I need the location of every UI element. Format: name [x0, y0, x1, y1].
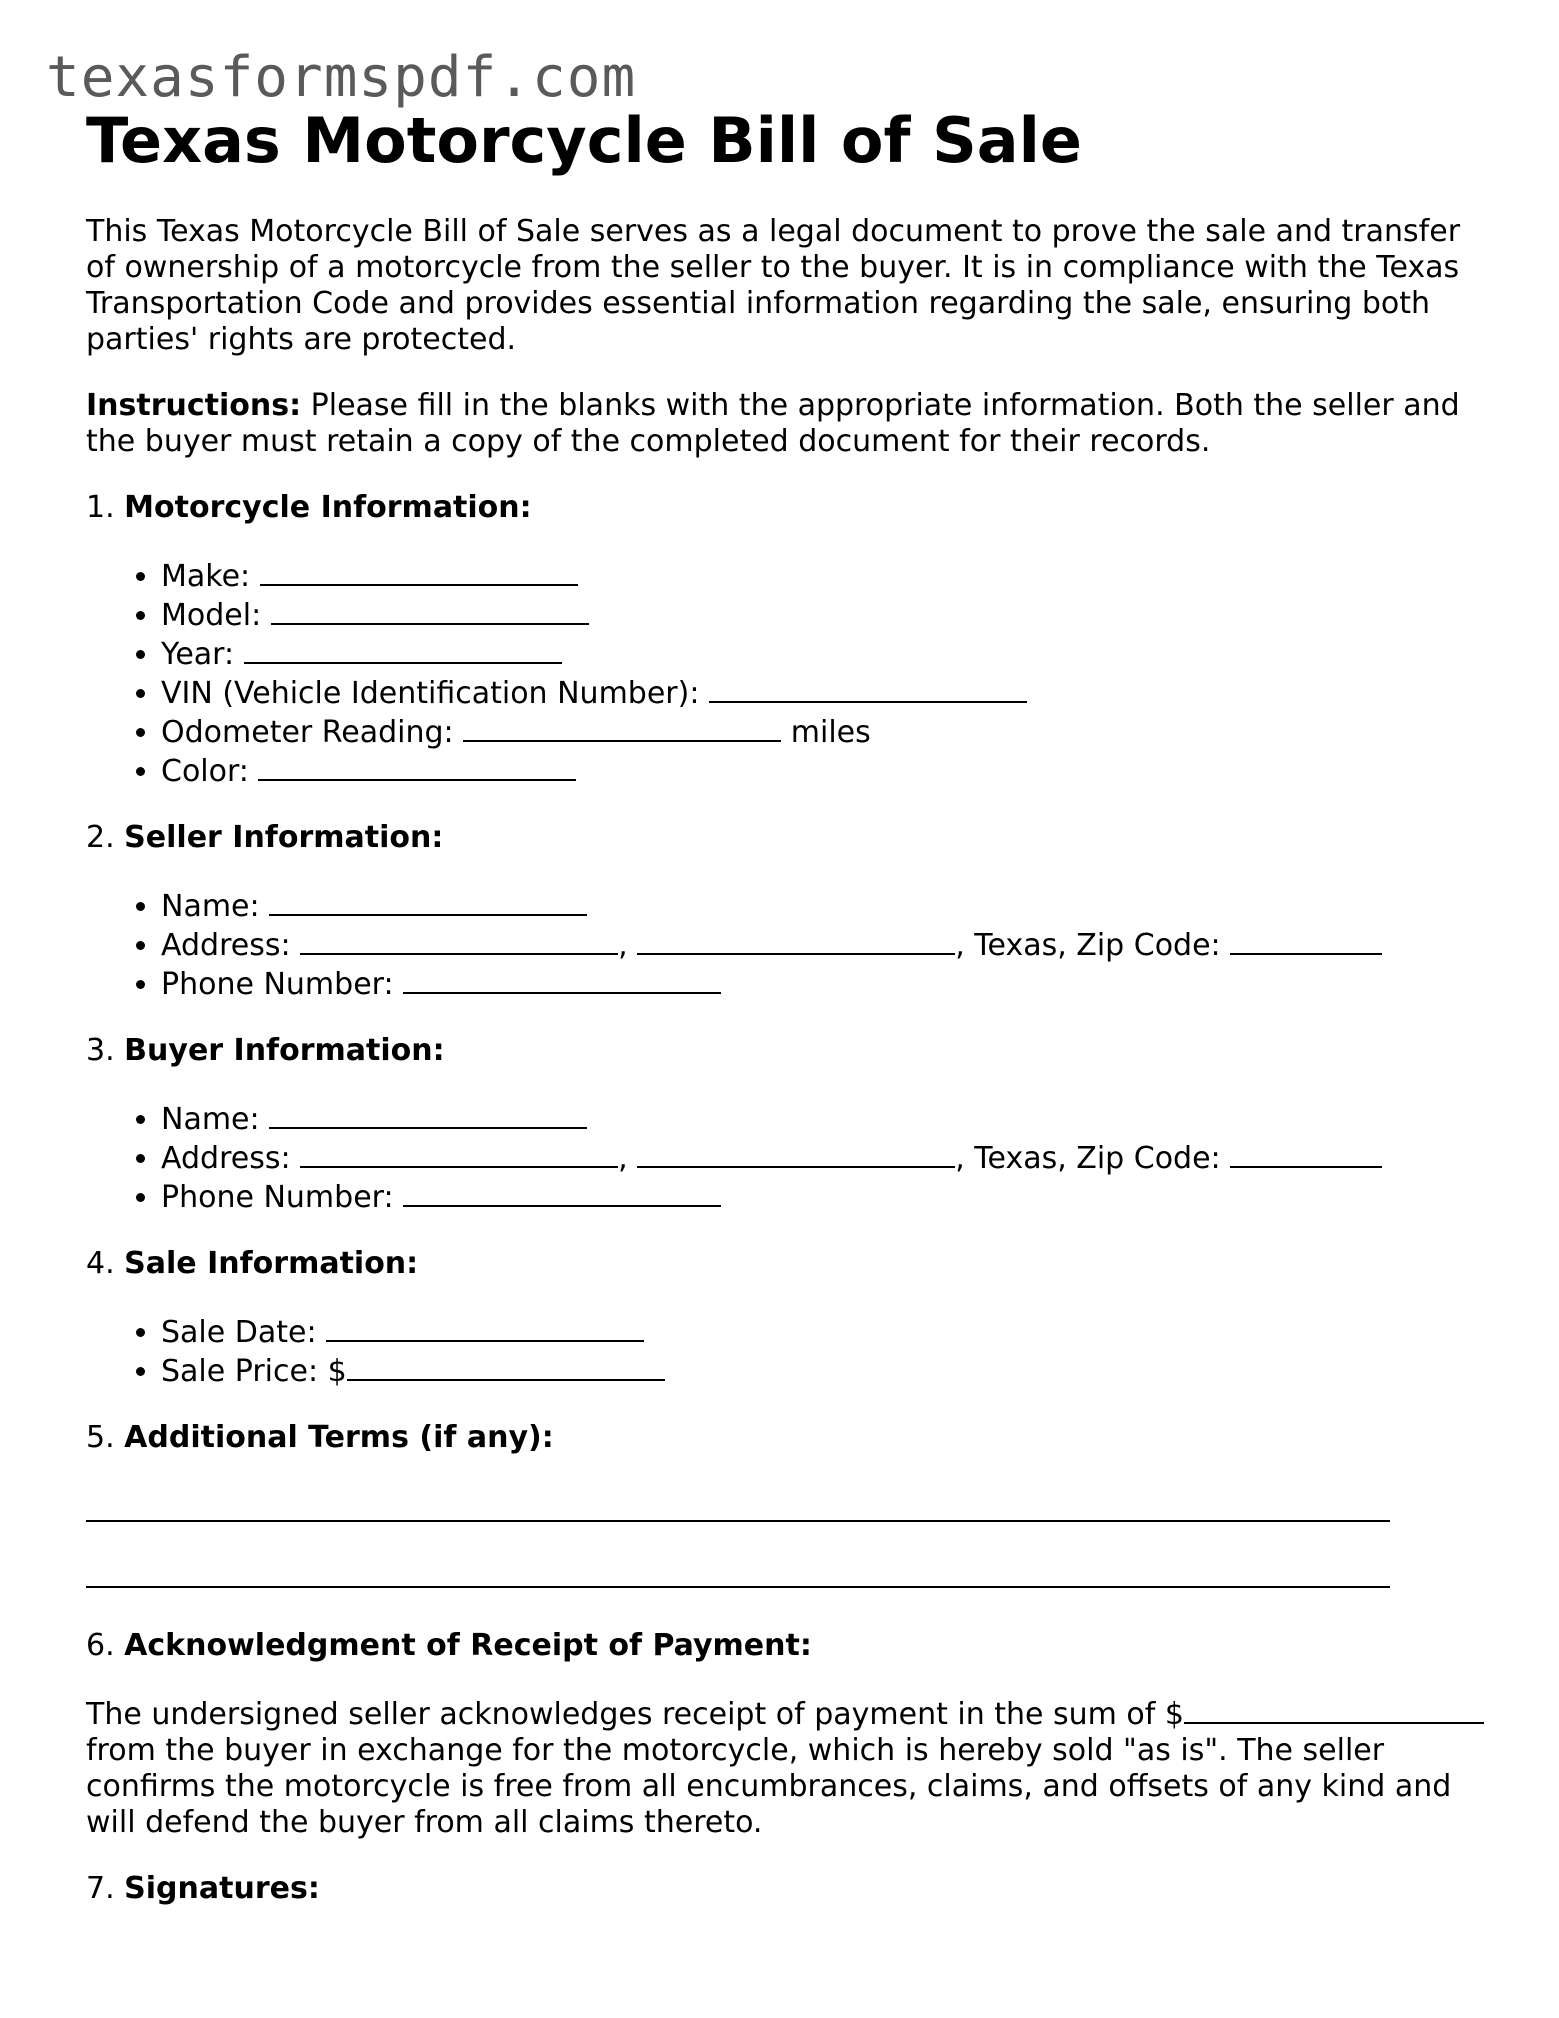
- model-field[interactable]: [271, 595, 589, 625]
- vin-field[interactable]: [709, 673, 1027, 703]
- list-item: [161, 673, 1486, 712]
- buyer-phone-field[interactable]: [403, 1177, 721, 1207]
- vin-label: VIN (Vehicle Identification Number):: [161, 676, 700, 712]
- buyer-address-label: Address:: [161, 1141, 291, 1177]
- document-body: [86, 104, 1486, 1937]
- acknowledgment-paragraph: [86, 1694, 1486, 1841]
- list-item: [161, 1351, 1486, 1390]
- section-terms-heading: [86, 1420, 1486, 1456]
- seller-phone-label: Phone Number:: [161, 967, 394, 1003]
- site-watermark: texasformspdf.com: [46, 45, 637, 110]
- list-item: [161, 1099, 1486, 1138]
- list-item: [161, 751, 1486, 790]
- seller-zip-field[interactable]: [1230, 925, 1382, 955]
- list-item: [161, 964, 1486, 1003]
- color-field[interactable]: [258, 751, 576, 781]
- buyer-address-comma: ,: [618, 1141, 638, 1177]
- section-title: Motorcycle Information:: [124, 490, 532, 526]
- section-signatures-heading: [86, 1871, 1486, 1907]
- motorcycle-fields: [86, 556, 1486, 790]
- list-item: [161, 1138, 1486, 1177]
- seller-fields: [86, 886, 1486, 1003]
- additional-terms-line-2[interactable]: [86, 1586, 1390, 1588]
- instructions-label: Instructions:: [86, 388, 302, 424]
- additional-terms-block: [86, 1456, 1486, 1588]
- seller-name-label: Name:: [161, 889, 260, 925]
- sale-date-label: Sale Date:: [161, 1315, 317, 1351]
- model-label: Model:: [161, 598, 262, 634]
- seller-address-comma: ,: [618, 928, 638, 964]
- color-label: Color:: [161, 754, 249, 790]
- make-label: Make:: [161, 559, 251, 595]
- list-item: [161, 925, 1486, 964]
- additional-terms-line-1[interactable]: [86, 1520, 1390, 1522]
- section-acknowledgment-heading: [86, 1628, 1486, 1664]
- instructions-paragraph: [86, 388, 1486, 460]
- list-item: [161, 886, 1486, 925]
- odometer-field[interactable]: [463, 712, 781, 742]
- list-item: [161, 556, 1486, 595]
- sale-date-field[interactable]: [326, 1312, 644, 1342]
- section-title: Sale Information:: [124, 1246, 419, 1282]
- buyer-name-label: Name:: [161, 1102, 260, 1138]
- seller-phone-field[interactable]: [403, 964, 721, 994]
- section-number: 1.: [86, 490, 115, 526]
- buyer-state-label: , Texas, Zip Code:: [955, 1141, 1221, 1177]
- seller-name-field[interactable]: [269, 886, 587, 916]
- buyer-phone-label: Phone Number:: [161, 1180, 394, 1216]
- acknowledgment-text-start: The undersigned seller acknowledges receipt of payment in the sum of $: [86, 1697, 1184, 1733]
- odometer-label: Odometer Reading:: [161, 715, 454, 751]
- section-title: Additional Terms (if any):: [124, 1420, 554, 1456]
- list-item: [161, 1177, 1486, 1216]
- acknowledgment-text-end: from the buyer in exchange for the motorcycle, which is hereby sold "as is". The seller confirms the motorcycle is free from all encumbrances, claims, and offsets of any kind and will defend the buyer from all claims thereto.: [86, 1733, 1452, 1841]
- section-title: Signatures:: [124, 1871, 320, 1907]
- list-item: [161, 712, 1486, 751]
- seller-address-label: Address:: [161, 928, 291, 964]
- instructions-text: Please fill in the blanks with the appropriate information. Both the seller and the buyer must retain a copy of the completed document for their records.: [86, 388, 1460, 460]
- section-motorcycle-heading: [86, 490, 1486, 526]
- section-buyer-heading: [86, 1033, 1486, 1069]
- seller-state-label: , Texas, Zip Code:: [955, 928, 1221, 964]
- section-title: Seller Information:: [124, 820, 444, 856]
- odometer-unit: miles: [790, 715, 871, 751]
- sale-price-label: Sale Price: $: [161, 1354, 347, 1390]
- section-sale-heading: [86, 1246, 1486, 1282]
- buyer-street-field[interactable]: [300, 1138, 618, 1168]
- buyer-fields: [86, 1099, 1486, 1216]
- section-title: Acknowledgment of Receipt of Payment:: [124, 1628, 812, 1664]
- buyer-city-field[interactable]: [637, 1138, 955, 1168]
- section-number: 4.: [86, 1246, 115, 1282]
- section-number: 3.: [86, 1033, 115, 1069]
- section-seller-heading: [86, 820, 1486, 856]
- intro-paragraph: This Texas Motorcycle Bill of Sale serves as a legal document to prove the sale and transfer of ownership of a motorcycle from the seller to the buyer. It is in compliance with the Texas Transportation Code and provides essential information regarding the sale, ensuring both parties' rights are protected.: [86, 214, 1461, 358]
- section-number: 7.: [86, 1871, 115, 1907]
- section-number: 5.: [86, 1420, 115, 1456]
- sale-price-field[interactable]: [347, 1351, 665, 1381]
- section-number: 2.: [86, 820, 115, 856]
- payment-amount-field[interactable]: [1184, 1694, 1484, 1724]
- seller-city-field[interactable]: [637, 925, 955, 955]
- list-item: [161, 595, 1486, 634]
- sale-fields: [86, 1312, 1486, 1390]
- make-field[interactable]: [260, 556, 578, 586]
- section-title: Buyer Information:: [124, 1033, 445, 1069]
- document-title: Texas Motorcycle Bill of Sale: [86, 104, 1082, 177]
- year-field[interactable]: [244, 634, 562, 664]
- list-item: [161, 1312, 1486, 1351]
- seller-street-field[interactable]: [300, 925, 618, 955]
- list-item: [161, 634, 1486, 673]
- buyer-zip-field[interactable]: [1230, 1138, 1382, 1168]
- section-number: 6.: [86, 1628, 115, 1664]
- year-label: Year:: [161, 637, 235, 673]
- buyer-name-field[interactable]: [269, 1099, 587, 1129]
